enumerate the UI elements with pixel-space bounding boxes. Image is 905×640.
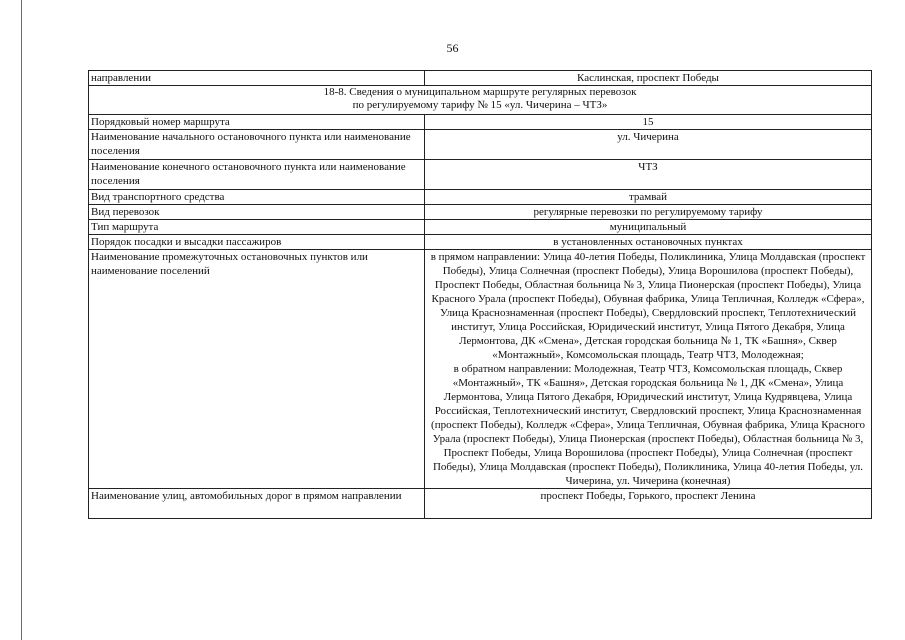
row-value: трамвай xyxy=(425,190,872,205)
row-label: Порядок посадки и высадки пассажиров xyxy=(89,235,425,250)
caption-line: по регулируемому тарифу № 15 «ул. Чичерина – ЧТЗ» xyxy=(352,99,608,111)
route-info-table xyxy=(88,70,872,519)
table-row xyxy=(89,489,872,519)
table-row-intermediate-stops xyxy=(89,250,872,489)
row-value: в установленных остановочных пунктах xyxy=(425,235,872,250)
row-value: ул. Чичерина xyxy=(425,130,872,160)
row-value: муниципальный xyxy=(425,220,872,235)
table-row xyxy=(89,130,872,160)
row-label: Вид перевозок xyxy=(89,205,425,220)
intermediate-stops-cell xyxy=(425,250,872,489)
table-row xyxy=(89,160,872,190)
row-label: Вид транспортного средства xyxy=(89,190,425,205)
row-label: Наименование улиц, автомобильных дорог в прямом направлении xyxy=(89,489,425,519)
table-row xyxy=(89,205,872,220)
row-value: проспект Победы, Горького, проспект Ленина xyxy=(425,489,872,519)
table-row xyxy=(89,235,872,250)
row-value: Каслинская, проспект Победы xyxy=(425,71,872,86)
backward-direction-stops: в обратном направлении: Молодежная, Театр ЧТЗ, Комсомольская площадь, Сквер «Монтажный», ТК «Башня», Детская городская больница № 1, ДК «Смена», Улица Лермонтова, Улица Пятого Декабря, Юридический институт, Улица Кудрявцева, Улица Российская, Теплотехнический институт, Свердловский проспект, Улица Краснознаменная (проспект Победы), Колледж «Сфера», Улица Тепличная, Обувная фабрика, Улица Красного Урала (проспект Победы), Улица Пионерская (проспект Победы), Областная больница № 3, Проспект Победы, Улица Ворошилова (проспект Победы), Улица Солнечная (проспект Победы), Улица Молдавская (проспект Победы), Поликлиника, Улица 40-летия Победы, ул. Чичерина, ул. Чичерина (конечная) xyxy=(431,363,865,487)
table-row xyxy=(89,190,872,205)
table-row xyxy=(89,115,872,130)
row-value: 15 xyxy=(425,115,872,130)
section-caption xyxy=(89,86,872,115)
row-label: Наименование конечного остановочного пункта или наименование поселения xyxy=(89,160,425,190)
row-label: Наименование начального остановочного пункта или наименование поселения xyxy=(89,130,425,160)
section-caption-row xyxy=(89,86,872,115)
page-edge-line xyxy=(21,0,22,640)
row-value: регулярные перевозки по регулируемому тарифу xyxy=(425,205,872,220)
row-value: ЧТЗ xyxy=(425,160,872,190)
forward-direction-stops: в прямом направлении: Улица 40-летия Победы, Поликлиника, Улица Молдавская (проспект Победы), Улица Солнечная (проспект Победы), Улица Ворошилова (проспект Победы), Проспект Победы, Областная больница № 3, Улица Пионерская (проспект Победы), Улица Красного Урала (проспект Победы), Обувная фабрика, Улица Тепличная, Колледж «Сфера», Улица Краснознаменная (проспект Победы), Свердловский проспект, Теплотехнический институт, Улица Российская, Юридический институт, Улица Пятого Декабря, Улица Лермонтова, ДК «Смена», Детская городская больница № 1, ТК «Башня», Сквер «Монтажный», Комсомольская площадь, Театр ЧТЗ, Молодежная; xyxy=(430,251,866,361)
row-label: Тип маршрута xyxy=(89,220,425,235)
row-label: Наименование промежуточных остановочных пунктов или наименование поселений xyxy=(89,250,425,489)
row-label: направлении xyxy=(89,71,425,86)
page-number: 56 xyxy=(446,41,459,55)
table-row xyxy=(89,220,872,235)
caption-line: 18-8. Сведения о муниципальном маршруте регулярных перевозок xyxy=(323,86,637,98)
table-row xyxy=(89,71,872,86)
row-label: Порядковый номер маршрута xyxy=(89,115,425,130)
